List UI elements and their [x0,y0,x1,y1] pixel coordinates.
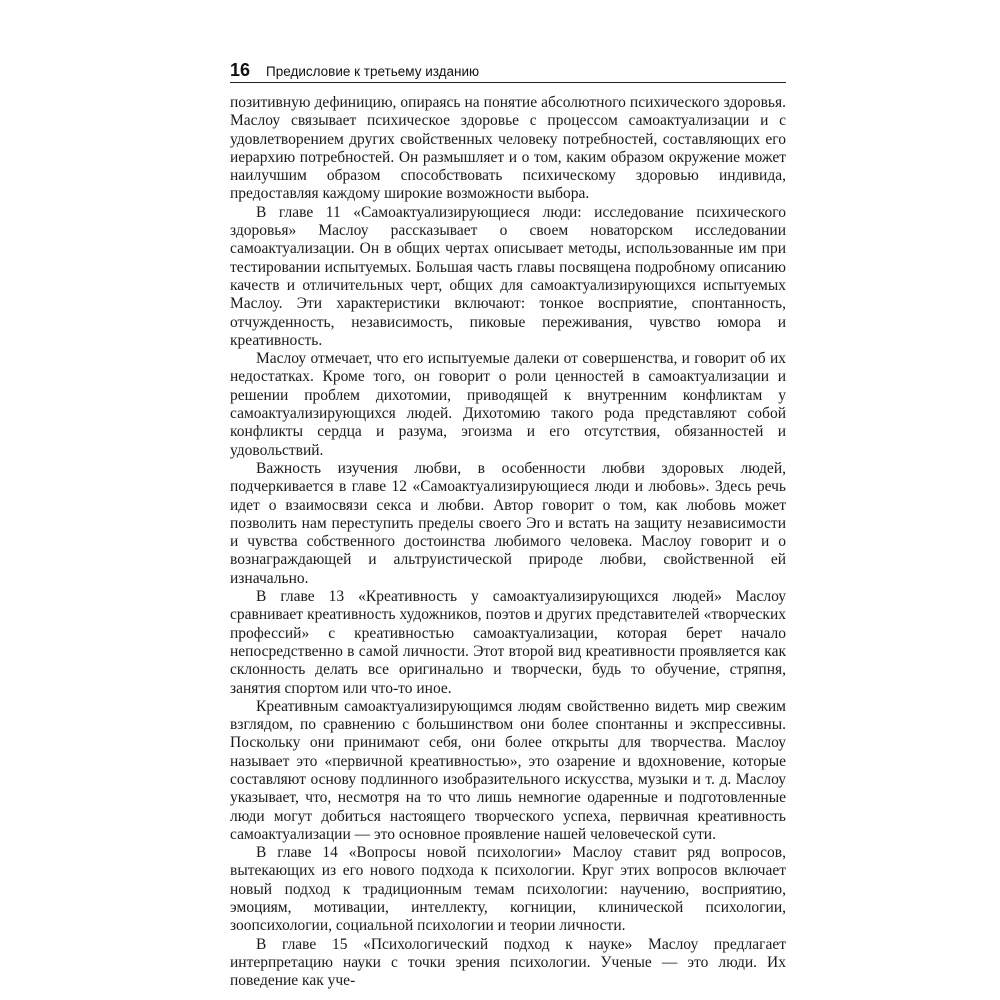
paragraph-3: Маслоу отмечает, что его испытуемые далеки от совершенства, и говорит об их недостатках. Кроме того, он говорит о роли ценностей в самоактуализации и решении проблем дихотомии, приводящей к внутренним конфликтам у самоактуализирующихся людей. Дихотомию такого рода представляют собой конфликты сердца и разума, эгоизма и его отсутствия, обязанностей и удовольствий. [230,350,786,459]
paragraph-1: позитивную дефиницию, опираясь на понятие абсолютного психического здоровья. Маслоу связывает психическое здоровье с процессом самоактуализации и с удовлетворением других свойственных человеку потребностей, составляющих его иерархию потребностей. Он размышляет и о том, каким образом окружение может наилучшим образом способствовать психическому здоровью индивида, предоставляя каждому широкие возможности выбора. [230,94,786,203]
running-head [230,60,786,83]
paragraph-7: В главе 14 «Вопросы новой психологии» Маслоу ставит ряд вопросов, вытекающих из его нового подхода к психологии. Круг этих вопросов включает новый подход к традиционным темам психологии: научению, восприятию, эмоциям, мотивации, интеллекту, когниции, клинической психологии, зоопсихологии, социальной психологии и теории личности. [230,844,786,935]
page-number: 16 [230,60,251,80]
paragraph-2: В главе 11 «Самоактуализирующиеся люди: исследование психического здоровья» Маслоу рассказывает о своем новаторском исследовании самоактуализации. Он в общих чертах описывает методы, использованные им при тестировании испытуемых. Большая часть главы посвящена подробному описанию качеств и отличительных черт, общих для самоактуализирующихся испытуемых Маслоу. Эти характеристики включают: тонкое восприятие, спонтанность, отчужденность, независимость, пиковые переживания, чувство юмора и креативность. [230,203,786,349]
paragraph-5: В главе 13 «Креативность у самоактуализирующихся людей» Маслоу сравнивает креативность художников, поэтов и других представителей «творческих профессий» с креативностью самоактуализации, которая берет начало непосредственно в самой личности. Этот второй вид креативности проявляется как склонность делать все оригинально и творчески, будь то обучение, стряпня, занятия спортом или что-то иное. [230,588,786,697]
paragraph-4: Важность изучения любви, в особенности любви здоровых людей, подчеркивается в главе 12 «Самоактуализирующиеся люди и любовь». Здесь речь идет о взаимосвязи секса и любви. Автор говорит о том, как любовь может позволить нам переступить пределы своего Эго и встать на защиту независимости и чувства собственного достоинства любимого человека. Маслоу говорит и о вознаграждающей и альтруистической природе любви, свойственной ей изначально. [230,459,786,587]
body-text [230,94,786,991]
paragraph-6: Креативным самоактуализирующимся людям свойственно видеть мир свежим взглядом, по сравнению с большинством они более спонтанны и экспрессивны. Поскольку они принимают себя, они более открыты для творчества. Маслоу называет это «первичной креативностью», это озарение и вдохновение, которые составляют основу подлинного изобразительного искусства, музыки и т. д. Маслоу указывает, что, несмотря на то что лишь немногие одаренные и подготовленные люди могут добиться настоящего творческого успеха, первичная креативность самоактуализации — это основное проявление нашей человеческой сути. [230,697,786,843]
paragraph-8: В главе 15 «Психологический подход к науке» Маслоу предлагает интерпретацию науки с точки зрения психологии. Ученые — это люди. Их поведение как уче- [230,935,786,990]
running-title: Предисловие к третьему изданию [266,64,480,79]
